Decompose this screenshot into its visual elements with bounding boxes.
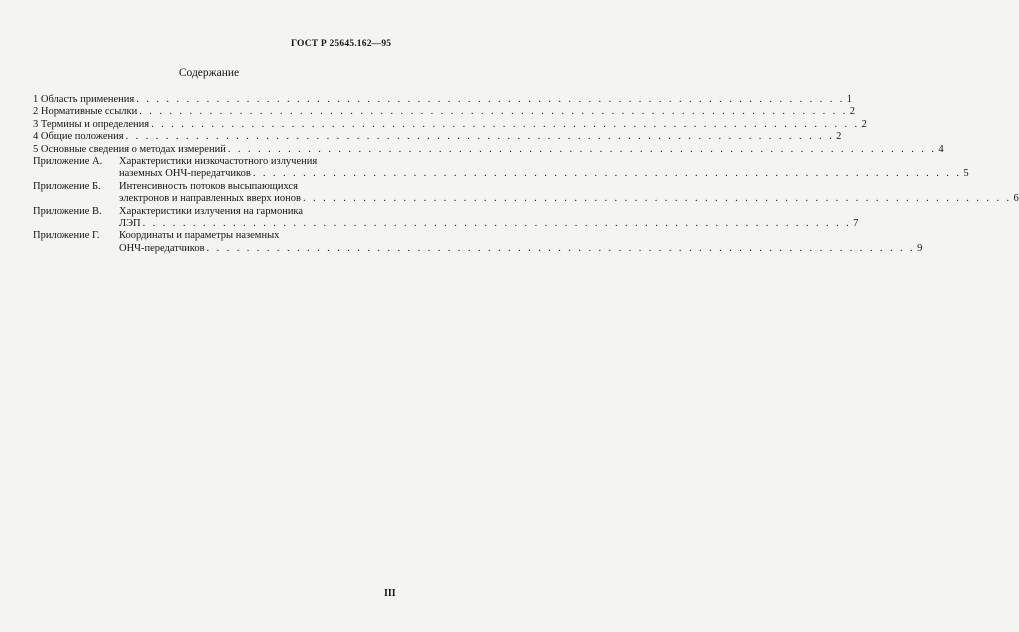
toc-entry-page: 9 bbox=[917, 242, 923, 254]
dot-leader bbox=[143, 218, 852, 230]
toc-appendix-entry bbox=[33, 205, 859, 231]
toc-entry bbox=[33, 131, 842, 143]
toc-entry-page: 2 bbox=[836, 131, 842, 143]
toc-title: Содержание bbox=[178, 67, 240, 79]
toc-entry bbox=[33, 106, 856, 118]
appendix-prefix: Приложение А. bbox=[33, 156, 103, 168]
toc-appendix-entry bbox=[33, 230, 923, 255]
appendix-title-line: электронов и направленных вверх ионов bbox=[119, 193, 301, 205]
toc-entry-page: 7 bbox=[853, 218, 859, 230]
appendix-title-line: Координаты и параметры наземных bbox=[119, 230, 280, 242]
appendix-title-line: Характеристики низкочастотного излучения bbox=[119, 156, 318, 168]
appendix-title-line: ЛЭП bbox=[119, 218, 141, 230]
document-header: ГОСТ Р 25645.162—95 bbox=[291, 39, 392, 49]
toc-entry-page: 2 bbox=[861, 118, 867, 130]
toc-entry-label: 5 Основные сведения о методах измерений bbox=[33, 143, 226, 155]
appendix-title-line: ОНЧ-передатчиков bbox=[119, 242, 205, 254]
toc-entry-label: 1 Область применения bbox=[33, 94, 135, 105]
appendix-title-line: наземных ОНЧ-передатчиков bbox=[119, 168, 251, 180]
toc-entry-page: 4 bbox=[938, 143, 944, 155]
dot-leader bbox=[303, 193, 1012, 205]
toc-entry-label: 4 Общие положения bbox=[33, 131, 124, 143]
toc-entry-label: 2 Нормативные ссылки bbox=[33, 106, 138, 118]
appendix-prefix: Приложение Г. bbox=[33, 230, 100, 242]
toc-entry-page: 5 bbox=[963, 168, 969, 180]
dot-leader bbox=[151, 119, 860, 131]
toc-entry-page: 6 bbox=[1013, 193, 1019, 205]
toc-entry bbox=[33, 94, 853, 106]
toc-entry-page: 1 bbox=[846, 94, 853, 105]
dot-leader bbox=[126, 131, 835, 143]
dot-leader bbox=[139, 106, 848, 118]
page-number: III bbox=[384, 588, 396, 599]
toc-entry-label: 3 Термины и определения bbox=[33, 118, 150, 130]
dot-leader bbox=[136, 94, 845, 106]
toc-entry-page: 2 bbox=[849, 106, 856, 118]
toc-appendix-entry bbox=[33, 156, 969, 181]
appendix-title-line: Интенсивность потоков высыпающихся bbox=[119, 180, 298, 192]
appendix-title-line: Характеристики излучения на гармоника bbox=[119, 205, 304, 217]
toc-entry bbox=[33, 143, 944, 156]
toc-appendix-entry bbox=[33, 180, 1019, 206]
toc-entry bbox=[33, 118, 867, 131]
dot-leader bbox=[207, 243, 916, 255]
table-of-contents bbox=[33, 94, 1019, 255]
dot-leader bbox=[253, 168, 962, 180]
dot-leader bbox=[228, 144, 937, 156]
appendix-prefix: Приложение Б. bbox=[33, 180, 101, 192]
appendix-prefix: Приложение В. bbox=[33, 205, 102, 217]
